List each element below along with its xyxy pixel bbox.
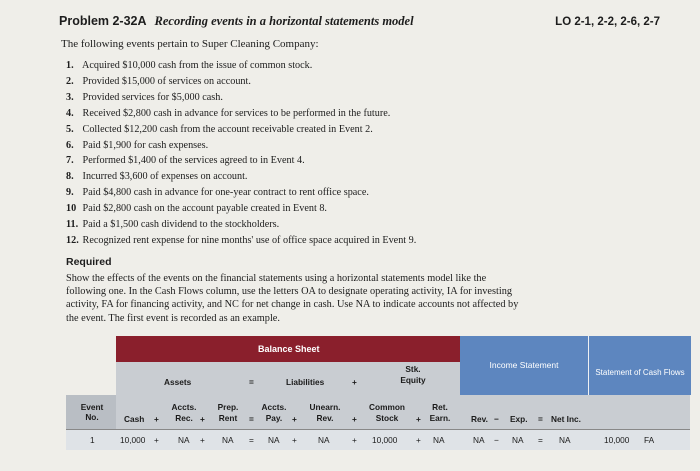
list-item: 9. Paid $4,800 cash in advance for one-year contract to rent office space. <box>66 187 369 199</box>
equals-sign: = <box>249 377 254 387</box>
cash-flow-amount-cell: 10,000 <box>604 435 630 445</box>
cash-flows-header <box>588 336 691 395</box>
common-stock-cell: 10,000 <box>372 435 398 445</box>
list-item: 10 Paid $2,800 cash on the account payable created in Event 8. <box>66 203 327 215</box>
list-item: 8. Incurred $3,600 of expenses on account. <box>66 171 248 183</box>
liabilities-label: Liabilities <box>286 377 325 387</box>
required-text: Show the effects of the events on the financial statements using a horizontal statements model like the following one. In the Cash Flows column, use the letters OA to designate operating activity, IA for investing activity, FA for financing activity, and NC for net change in cash. Use NA to indicate accounts not affected by the event. The first event is recorded as an example. <box>66 273 519 324</box>
event-no-header: Event No. <box>80 402 104 422</box>
event-number-cell: 1 <box>90 435 95 445</box>
list-item: 3. Provided services for $5,000 cash. <box>66 91 223 103</box>
problem-number: Problem 2-32A <box>59 14 147 28</box>
operator: + <box>292 414 297 424</box>
expense-cell: NA <box>512 435 524 445</box>
learning-objectives: LO 2-1, 2-2, 2-6, 2-7 <box>555 16 660 28</box>
common-stock-header: Common Stock <box>369 402 405 423</box>
operator: + <box>200 414 205 424</box>
balance-sheet-label: Balance Sheet <box>258 344 320 354</box>
revenue-header: Rev. <box>471 414 488 424</box>
unearned-revenue-cell: NA <box>318 435 330 445</box>
income-statement-label: Income Statement <box>489 360 559 370</box>
stockholders-equity-label: Stk. Equity <box>400 364 426 385</box>
problem-title <box>59 14 414 29</box>
operator: − <box>494 435 499 445</box>
cash-flows-label: Statement of Cash Flows <box>595 368 685 377</box>
operator: + <box>416 435 421 445</box>
accounts-receivable-header: Accts. Rec. <box>171 402 197 423</box>
operator: + <box>154 414 159 424</box>
net-income-cell: NA <box>559 435 571 445</box>
operator: = <box>538 414 543 424</box>
cash-flow-type-cell: FA <box>644 435 655 445</box>
prepaid-rent-header: Prep. Rent <box>217 402 239 423</box>
operator: = <box>538 435 543 445</box>
operator: + <box>154 435 159 445</box>
list-item: 5. Collected $12,200 cash from the account receivable created in Event 2. <box>66 123 373 135</box>
intro-text: The following events pertain to Super Cleaning Company: <box>61 38 319 50</box>
operator: = <box>249 414 254 424</box>
accounts-receivable-cell: NA <box>178 435 190 445</box>
horizontal-statements-model <box>66 336 690 453</box>
list-item: 7. Performed $1,400 of the services agreed to in Event 4. <box>66 155 305 167</box>
operator: + <box>200 435 205 445</box>
operator: + <box>352 414 357 424</box>
revenue-cell: NA <box>473 435 485 445</box>
list-item: 1. Acquired $10,000 cash from the issue of common stock. <box>66 60 313 71</box>
event-list <box>66 58 416 249</box>
problem-name: Recording events in a horizontal statements model <box>154 14 414 28</box>
list-item: 6. Paid $1,900 for cash expenses. <box>66 139 209 151</box>
retained-earnings-header: Ret. Earn. <box>429 402 451 423</box>
accounts-payable-cell: NA <box>268 435 280 445</box>
expense-header: Exp. <box>510 414 528 424</box>
retained-earnings-cell: NA <box>433 435 445 445</box>
assets-label: Assets <box>164 377 192 387</box>
list-item: 11. Paid a $1,500 cash dividend to the stockholders. <box>66 219 280 231</box>
unearned-revenue-header: Unearn. Rev. <box>309 402 341 423</box>
operator: = <box>249 435 254 445</box>
plus-sign: + <box>352 377 357 387</box>
operator: − <box>494 414 499 424</box>
cash-header: Cash <box>124 414 145 424</box>
list-item: 4. Received $2,800 cash in advance for services to be performed in the future. <box>66 107 391 119</box>
required-heading: Required <box>66 256 112 268</box>
cash-cell: 10,000 <box>120 435 146 445</box>
list-item: 12. Recognized rent expense for nine months' use of office space acquired in Event 9. <box>66 234 417 246</box>
operator: + <box>292 435 297 445</box>
list-item: 2. Provided $15,000 of services on account. <box>66 75 251 87</box>
prepaid-rent-cell: NA <box>222 435 234 445</box>
net-income-header: Net Inc. <box>551 414 581 424</box>
operator: + <box>352 435 357 445</box>
accounts-payable-header: Accts. Pay. <box>261 402 287 423</box>
operator: + <box>416 414 421 424</box>
